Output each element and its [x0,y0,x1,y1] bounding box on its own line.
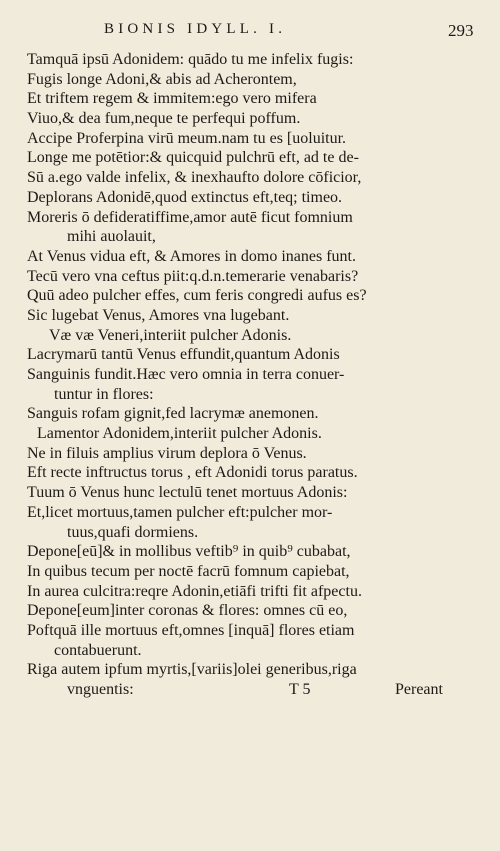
text-line: Et,licet mortuus,tamen pulcher eft:pulcher mor- [27,503,333,521]
running-head [0,21,500,47]
text-line: Quū adeo pulcher effes, cum feris congredi aufus es? [27,287,367,305]
text-line: Sanguinis fundit.Hæc vero omnia in terra conuer- [27,366,345,383]
text-line-content: vnguentis: [67,681,134,698]
text-line: Eft recte inftructus torus , eft Adonidi torus paratus. [27,464,358,482]
text-line: tuntur in flores: [54,385,154,403]
text-line: Tamquā ipsū Adonidem: quādo tu me infelix fugis: [27,51,354,68]
text-line: Tuum ō Venus hunc lectulū tenet mortuus Adonis: [27,484,348,502]
text-line: Deplorans Adonidē,quod extinctus eft,teq; timeo. [27,188,343,206]
signature-mark: T 5 [289,681,311,698]
text-line: Fugis longe Adoni,& abis ad Acherontem, [27,70,297,88]
text-line: Sū a.ego valde infelix, & inexhaufto dolore cōficior, [27,169,362,187]
text-line: Ne in filuis amplius virum deplora ō Venus. [27,444,307,462]
text-line: Et triftem regem & immitem:ego vero mifera [27,90,317,108]
text-line: Poftquā ille mortuus eft,omnes [inquā] flores etiam [27,621,355,639]
text-line: In quibus tecum per noctē facrū fomnum capiebat, [27,562,350,580]
body-text [27,50,492,700]
text-line: Sanguis rofam gignit,fed lacrymæ anemonen. [27,405,319,423]
text-line: Riga autem ipfum myrtis,[variis]olei generibus,riga [27,661,357,679]
text-line: At Venus vidua eft, & Amores in domo inanes funt. [27,247,356,265]
running-title: BIONIS IDYLL. I. [104,21,287,37]
text-line: Sic lugebat Venus, Amores vna lugebant. [27,306,290,324]
text-line: Lamentor Adonidem,interiit pulcher Adonis. [37,425,322,443]
text-line: In aurea culcitra:reqre Adonin,etiāfi trifti fit afpectu. [27,582,362,600]
text-line: Accipe Proferpina virū meum.nam tu es [uoluitur. [27,129,347,147]
text-line: Depone[eū]& in mollibus veftib⁹ in quib⁹ cubabat, [27,543,351,561]
text-line: Viuo,& dea fum,neque te perfequi poffum. [27,110,301,128]
text-line: Tecū vero vna ceftus piit:q.d.n.temerarie venabaris? [27,267,359,285]
text-line: Depone[eum]inter coronas & flores: omnes cū eo, [27,602,348,620]
text-line: Moreris ō defideratiffime,amor autē ficut fomnium [27,208,353,226]
text-line: Longe me potētior:& quicquid pulchrū eft, ad te de- [27,149,359,167]
text-line: contabuerunt. [54,641,142,659]
text-line-last [27,680,492,700]
catchword: Pereant [395,681,443,698]
text-line: Lacrymarū tantū Venus effundit,quantum Adonis [27,346,340,364]
page-number: 293 [448,21,474,40]
text-line: mihi auolauit, [67,228,156,246]
text-line: Væ væ Veneri,interiit pulcher Adonis. [49,326,292,344]
text-line: tuus,quafi dormiens. [67,523,199,541]
